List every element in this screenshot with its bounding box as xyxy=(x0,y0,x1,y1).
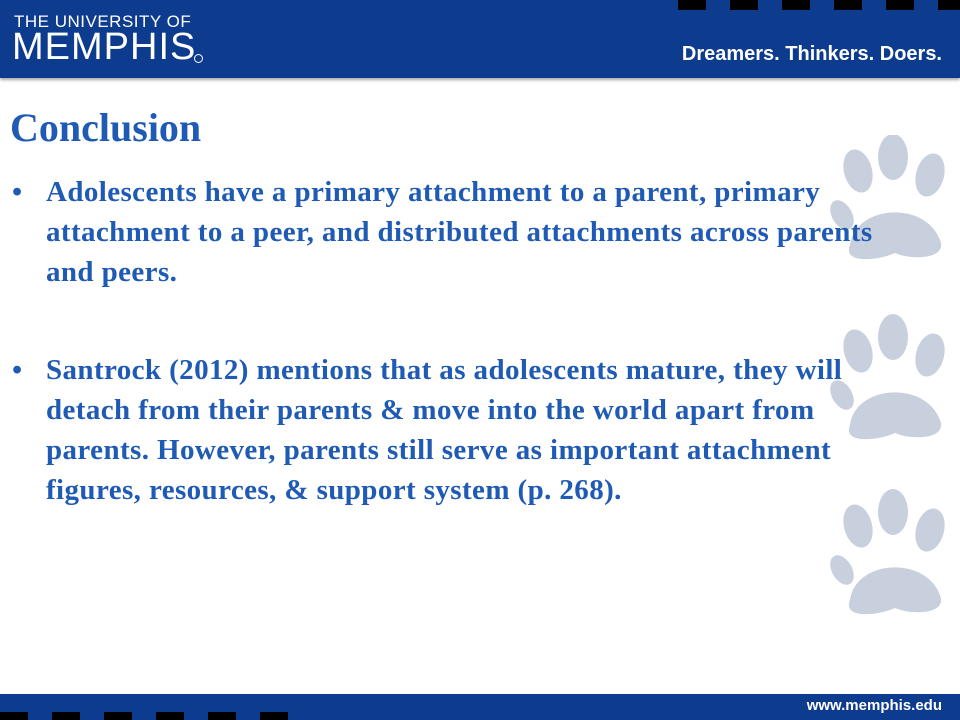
checker-square xyxy=(260,712,288,720)
tagline: Dreamers. Thinkers. Doers. xyxy=(681,43,942,65)
checker-square xyxy=(886,0,914,10)
bullet-item xyxy=(12,350,917,510)
checker-square xyxy=(156,712,184,720)
checker-square xyxy=(0,712,28,720)
checker-square xyxy=(938,0,960,10)
checker-square xyxy=(52,712,80,720)
checker-square xyxy=(678,0,706,10)
checker-square xyxy=(834,0,862,10)
checker-square xyxy=(208,712,236,720)
checker-square xyxy=(782,0,810,10)
bullet-icon: • xyxy=(12,354,23,386)
slide-title: Conclusion xyxy=(10,105,202,150)
logo-memphis: MEMPHIS xyxy=(12,26,197,68)
bullet-item xyxy=(12,172,917,292)
checker-square xyxy=(104,712,132,720)
bullet-text: Adolescents have a primary attachment to a parent, primary attachment to a peer, and distributed attachments across parents and peers. xyxy=(46,176,873,288)
bullet-icon: • xyxy=(12,176,23,208)
bullet-text: Santrock (2012) mentions that as adolescents mature, they will detach from their parents & move into the world apart from parents. However, parents still serve as important attachment figures, resources, & support system (p. 268). xyxy=(46,354,843,506)
footer-bar xyxy=(0,694,960,720)
footer-url: www.memphis.edu xyxy=(806,697,942,714)
bullet-list xyxy=(12,172,917,510)
registered-mark-icon xyxy=(194,54,203,63)
header-bar xyxy=(0,0,960,78)
logo-university-of: THE UNIVERSITY OF xyxy=(14,12,192,31)
checker-square xyxy=(730,0,758,10)
